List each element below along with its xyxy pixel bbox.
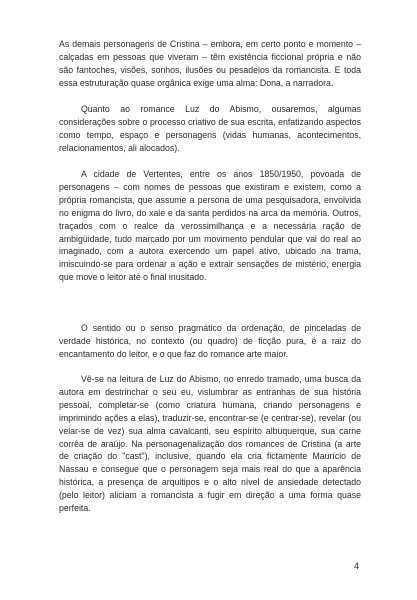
paragraph-3: A cidade de Vertentes, entre os anos 1850/1950, povoada de personagens – com nomes de pessoas que existiram e existem, como a própria romancista, que assume a persona de uma pesquisadora, envolvida no enigma do livro, do xale e da santa perdidos na arca da memória. Outros, traçados com o realce da verossimilhança e a necessária ração de ambigüidade, tudo marcado por um movimento pendular que vai do real ao imaginado, com a autora exercendo um papel ativo, ubicado na trama, imiscuindo-se para ordenar a ação e extrair sensações de mistério, energia que move o leitor até o final inusitado.	[59, 169, 361, 283]
paragraph-5: Vê-se na leitura de Luz do Abismo, no enredo tramado, uma busca da autora em destrinchar o seu eu, vislumbrar as entranhas de sua história pessoal, completar-se (como criatura humana, criando personagens e imprimindo ações a elas), traduzir-se, encontrar-se (e centrar-se), revelar (ou velar-se de vez) sua alma cavalcanti, seu espírito albuquerque, sua carne corrêa de araújo. Na personagenalização dos romances de Cristina (a arte de criação do "cast"), inclusive, quando ela cria fictamente Maurício de Nassau e consegue que o personagem seja mais real do que a aparência histórica, a presença de arquitipos e o alto nível de ansiedade detectado (pelo leitor) aliciam a romancista a fugir em direção a uma forma quase perfeita.	[59, 374, 361, 514]
paragraph-2: Quanto ao romance Luz do Abismo, ousaremos, algumas considerações sobre o processo criativo de sua escrita, enfatizando aspectos como tempo, espaço e personagens (vidas humanas, acontecimentos, relacionamentos, ali alocados).	[59, 104, 361, 153]
page-number: 4	[353, 561, 359, 571]
paragraph-4: O sentido ou o senso pragmático da ordenação, de pinceladas de verdade histórica, no contexto (ou quadro) de ficção pura, é a raiz do encantamento do leitor, e o que faz do romance arte maior.	[59, 323, 361, 359]
paragraph-1: As demais personagens de Cristina – embora, em certo ponto e momento – calçadas em pessoas que viveram – têm existência ficcional própria e não são fantoches, visões, sonhos, ilusões ou pesadelos da romancista. E toda essa estruturação quase orgânica exige uma alma: Dona, a narradora.	[59, 39, 361, 88]
